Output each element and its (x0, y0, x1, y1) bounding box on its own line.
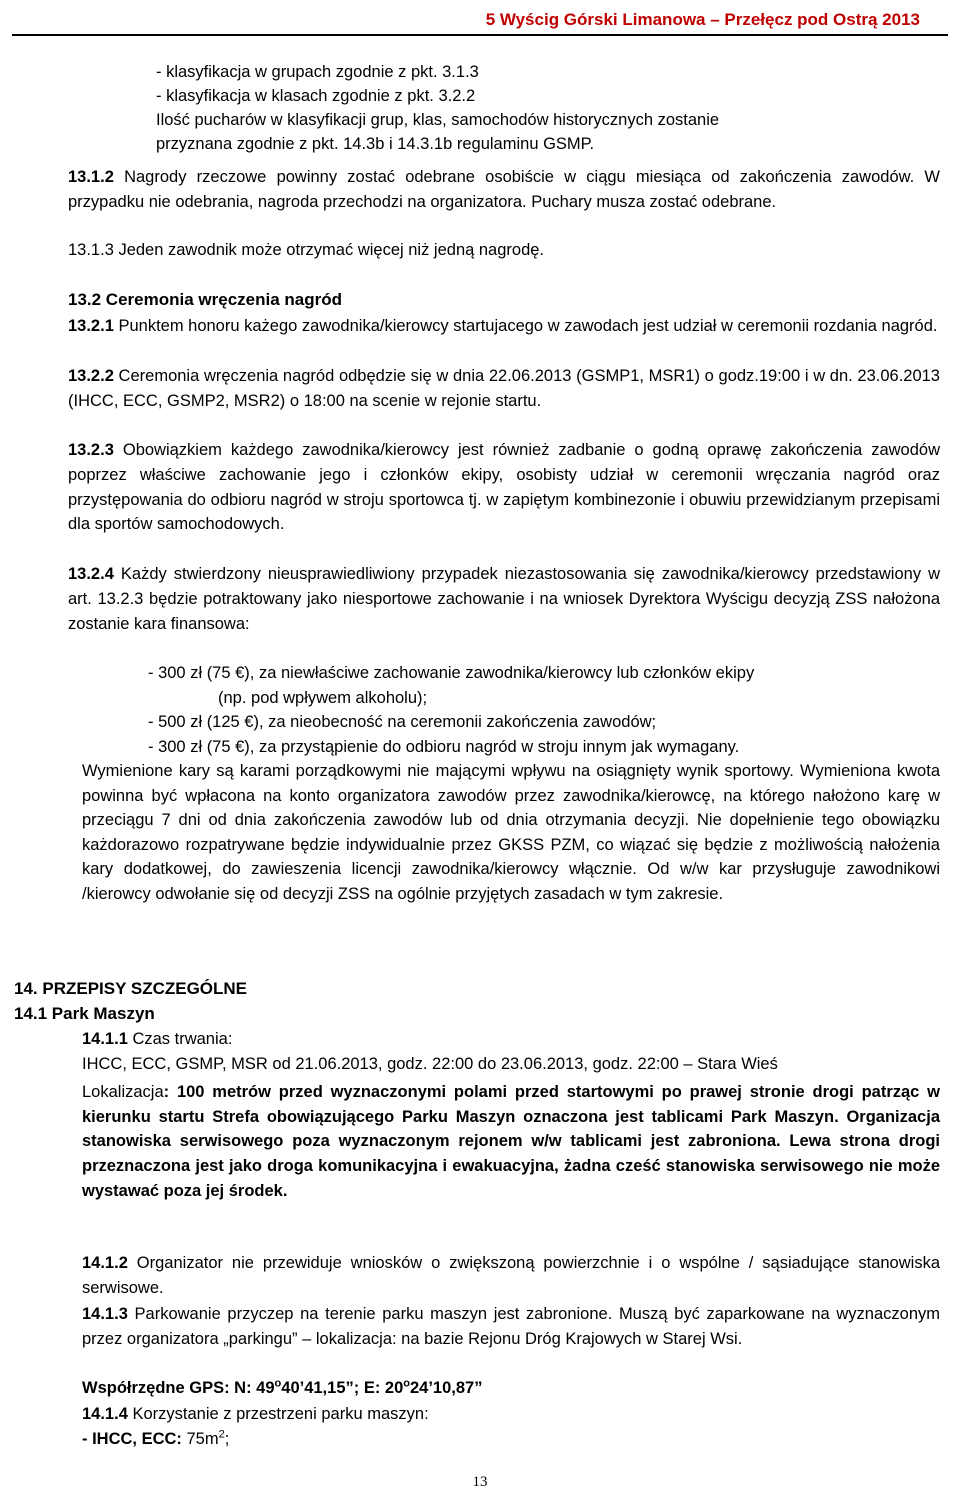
section-number: 14.1.2 (82, 1254, 128, 1272)
time-text: IHCC, ECC, GSMP, MSR od 21.06.2013, godz. 22:00 do 23.06.2013, godz. 22:00 (82, 1054, 684, 1073)
list-item: - 300 zł (75 €), za niewłaściwe zachowanie zawodnika/kierowcy lub członków ekipy (148, 664, 755, 682)
section-text: Nagrody rzeczowe powinny zostać odebrane osobiście w ciągu miesiąca od zakończenia zawodów. W przypadku nie odebrania, nagroda przechodzi na organizatora. Puchary musza zostać odebrane. (68, 168, 940, 211)
section-number: 13.2.4 (68, 565, 114, 583)
section-14-1-2 (82, 1251, 940, 1300)
section-14-1-heading: 14.1 Park Maszyn (14, 1004, 155, 1023)
section-label: Czas trwania: (127, 1030, 233, 1048)
list-item: (np. pod wpływem alkoholu); (218, 688, 428, 707)
section-number: 13.1.3 (68, 241, 114, 259)
section-13-2-heading: 13.2 Ceremonia wręczenia nagród (68, 290, 342, 309)
section-number: 13.2.3 (68, 441, 114, 459)
time-place: – Stara Wieś (683, 1054, 778, 1073)
section-number: 14.1.4 (82, 1405, 128, 1423)
gps-e-rest: 24’10,87” (410, 1379, 483, 1397)
section-text: Punktem honoru każego zawodnika/kierowcy startujacego w zawodach jest udział w ceremonii rozdania nagród. (113, 317, 938, 335)
list-item: Ilość pucharów w klasyfikacji grup, klas, samochodów historycznych zostanie (156, 111, 720, 129)
section-14-1-3 (82, 1302, 940, 1351)
section-13-2-1 (68, 314, 940, 339)
item-value: 75m (181, 1429, 219, 1448)
section-text: Każdy stwierdzony nieusprawiedliwiony przypadek niezastosowania się zawodnika/kierowcy przedstawiony w art. 13.2.3 będzie potraktowany jako niesportowe zachowanie i na wniosek Dyrektora Wyścigu decyzją ZSS nałożona zostanie kara finansowa: (68, 565, 940, 633)
item-end: ; (224, 1429, 230, 1448)
section-number: 13.1.2 (68, 168, 114, 186)
item-label: - IHCC, ECC: (82, 1429, 182, 1448)
section-13-1-2 (68, 165, 940, 214)
degree-sup: o (403, 1377, 410, 1390)
section-text: Jeden zawodnik może otrzymać więcej niż jedną nagrodę. (113, 241, 545, 259)
list-item: - klasyfikacja w klasach zgodnie z pkt. 3.2.2 (156, 87, 476, 105)
section-number: 14.1.1 (82, 1030, 128, 1048)
item-sup: 2 (218, 1428, 225, 1441)
list-item: - klasyfikacja w grupach zgodnie z pkt. 3.1.3 (156, 63, 479, 81)
penalty-list (148, 661, 940, 759)
section-14-1-1 (82, 1027, 940, 1203)
list-item: - 500 zł (125 €), za nieobecność na ceremonii zakończenia zawodów; (148, 713, 657, 732)
location-label: Lokalizacja (82, 1083, 164, 1102)
header-title: 5 Wyścig Górski Limanowa – Przełęcz pod Ostrą 2013 (485, 10, 920, 29)
header-rule (12, 34, 948, 36)
section-14-1-4 (82, 1402, 940, 1451)
section-number: 14.1.3 (82, 1305, 128, 1323)
section-13-2-4 (68, 562, 940, 636)
section-text: Obowiązkiem każdego zawodnika/kierowcy jest również zadbanie o godną oprawę zakończenia zawodów poprzez właściwe zachowanie jego i członków ekipy, osobisty udział w ceremonii wręczania nagród oraz przystępowania do odbioru nagród w stroju sportowca tj. w zapiętym kombinezonie i obuwiu przewidzianym przepisami dla sportów samochodowych. (68, 441, 940, 534)
penalty-closing: Wymienione kary są karami porządkowymi nie mającymi wpływu na osiągnięty wynik sportowy. Wymieniona kwota powinna być wpłacona na konto organizatora zawodów przez zawodnika/kierowcę, na którego nałożono karę w przeciągu 7 dni od dnia zakończenia zawodów lub od dnia otrzymania decyzji. Nie dopełnienie tego obowiązku każdorazowo rozpatrywane będzie indywidualnie przez GKSS PZM, co wiązać się będzie z możliwością nałożenia kary dodatkowej, do zawieszenia licencji zawodnika/kierowcy włącznie. Od w/w kar przysługuje zawodnikowi /kierowcy odwołanie się od decyzji ZSS na ogólnie przyjętych zasadach w tym zakresie. (82, 762, 940, 903)
gps-coordinates (82, 1376, 940, 1401)
list-item: przyznana zgodnie z pkt. 14.3b i 14.3.1b regulaminu GSMP. (156, 135, 595, 153)
section-text: Ceremonia wręczenia nagród odbędzie się w dnia 22.06.2013 (GSMP1, MSR1) o godz.19:00 i w dn. 23.06.2013 (IHCC, ECC, GSMP2, MSR2) o 18:00 na scenie w rejonie startu. (68, 367, 940, 410)
section-text: Korzystanie z przestrzeni parku maszyn: (127, 1405, 429, 1423)
section-text: Parkowanie przyczep na terenie parku maszyn jest zabronione. Muszą być zaparkowane na wyznaczonym przez organizatora „parkingu” (82, 1305, 940, 1348)
section-13-2-3 (68, 438, 940, 537)
gps-label: Współrzędne GPS: N: 49 (82, 1379, 275, 1397)
list-item: - 300 zł (75 €), za przystąpienie do odbioru nagród w stroju innym jak wymagany. (148, 737, 740, 756)
section-13-1-3 (68, 238, 940, 263)
gps-n-rest: 40’41,15”; E: 20 (281, 1379, 404, 1397)
location-text: : 100 metrów przed wyznaczonymi polami przed startowymi po prawej stronie drogi patrząc w kierunku startu Strefa obowiązującego Parku Maszyn oznaczona jest tablicami Park Maszyn. Organizacja stanowiska serwisowego poza wyznaczonym rejonem w/w tablicami jest zabroniona. Lewa strona drogi przeznaczona jest jako droga komunikacyjna i ewakuacyjna, żadna cześć stanowiska serwisowego nie może wystawać poza jej środek. (82, 1083, 940, 1200)
degree-sup: o (274, 1377, 282, 1390)
section-text: Organizator nie przewiduje wniosków o zwiększoną powierzchnie i o wspólne / sąsiadujące stanowiska serwisowe. (82, 1254, 940, 1297)
section-number: 13.2.1 (68, 317, 114, 335)
section-13-2-2 (68, 364, 940, 413)
page-header (0, 0, 960, 36)
top-list (156, 60, 936, 156)
page-number: 13 (472, 1474, 488, 1490)
section-14-heading: 14. PRZEPISY SZCZEGÓLNE (14, 979, 248, 998)
section-text-location: – lokalizacja: na bazie Rejonu Dróg Krajowych w Starej Wsi. (302, 1329, 743, 1348)
section-number: 13.2.2 (68, 367, 114, 385)
